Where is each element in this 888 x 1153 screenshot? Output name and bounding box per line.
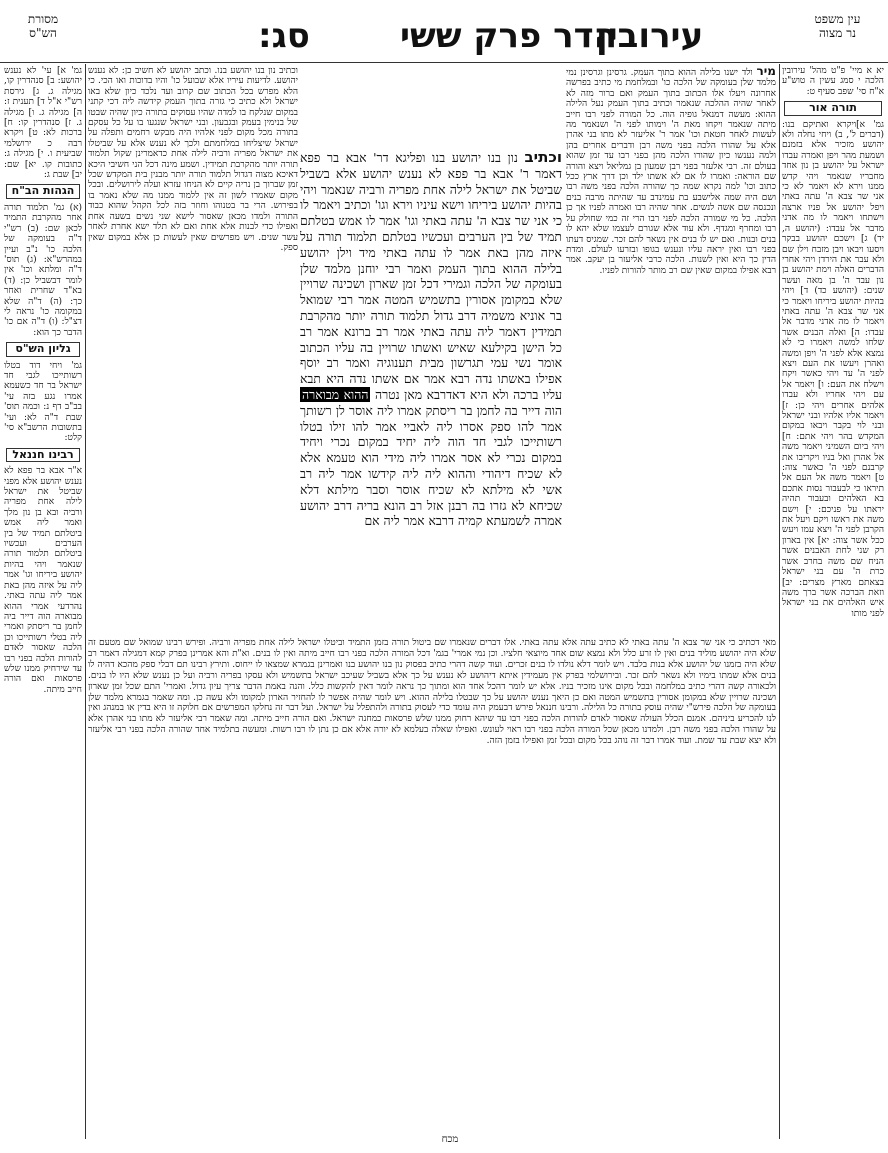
gemara-lead-word: וכתיב	[524, 150, 562, 166]
rashi-lead-word: מיר	[756, 66, 776, 78]
gemara-text	[300, 150, 562, 640]
rashi-commentary	[566, 66, 776, 626]
rabbeinu-chananel-title: רבינו חננאל	[6, 448, 80, 462]
rabbeinu-chananel-text: א"ר אבא בר פפא לא נענש יהושע אלא מפני שביטל את ישראל לילה אחת מפריה ורביה ובא בן נון מלך ואמר ליה אמש ביטלתם תמיד של בין הערבים ועכשיו ביטלתם תלמוד תורה שנאמר ויהי בהיות יהושע ביריחו וגו' אמר ליה על איזה מהן באת אמר ליה עתה באתי. נהרדעי אמרי ההוא מבוארה הוה דייר ביה לחמן בר ריסתק ואמרי ליה בטלי רשותייכו וכן הלכה שאסור לאדם להורות הלכה בפני רבו עד שירחיק ממנו שלש פרסאות ואם הורה חייב מיתה.	[4, 466, 82, 695]
header-rule	[0, 62, 888, 63]
gemara-body-continued: הוה דייר בה לחמן בר ריסתק אמרו ליה אוסר לן רשותך אמר להו ספק אסרו ליה לאביי אמר להו זילו בטלו רשותייכו לגבי חד הוה ליה יחיד במקום נכרי ויחיד במקום נכרי לא אסר אמרו ליה מידי הוא טעמא אלא לא שכיח דיהודי וההוא ליה ליה קידשו אמר ליה רב אשי לא מילתא לא שכיח אוסר וסבר מילתא דלא שכיחא לא גזרו בה רבנן אזל רב הונא בריה דרב יהושע אמרה לשמעתא קמיה דרבא אמר ליה אם	[300, 402, 562, 529]
bottom-commentary-text: מאי דכתיב כי אני שר צבא ה' עתה באתי לא כתיב עתה אלא עתה באתי. אלו דברים שנאמרו שם ביטול תורה בזמן התמיד וביטלו ישראל לילה אחת מפריה ורביה. ופירש רבינו שמואל שם מטעם זה שלא היה יהושע מוליד בנים ואין לו זרע כלל ולא נמצא שום אחד מיוצאי חלציו. וכן נמי אמרי' בגמ' דכל המורה הלכה בפני רבו חייב מיתה ואין לו בנים. וא"ת והא אמרינן בפרק קמא דמגילה דאמר רב שלא היה בזמנו של יהושע אלא בנות בלבד. ויש לומר דלא נולדו לו בנים זכרים. ועוד קשה דהרי כתיב בפסוק נון בנו יהושע בנו ואמרינן בגמרא שמצאו לו ייחוס. ותירץ רבינו תם דבלי ספק מהכא דהיה לו בנים אלא שמתו בימיו ולא נשאר להם זכר. ובירושלמי בפרק אין מעמידין איתא דיהושע לא נענש על כך אלא בשביל שעיכב ישראל בתשמיש ולא עסקו בפריה ורביה ועל כן נענש שלא היו לו בנים. ולכאורה קשה דהרי כתיב במלחמה ובכל מקום אינו מזכיר בניו. אלא יש לומר דהכל אחד הוא ומתוך כך נראה לומר דאין להקשות כלל. והנה באמת הדבר צריך עיון גדול. ואמרי' התם שכל זמן שארון ושכינה שרויין שלא במקומן אסורין בתשמיש המטה ואם כן היאך נענש יהושע על כך שבטלו בלילה ההוא. ויש לומר שהיה אפשר לו להחזיר הארון למקומו ולא עשה כן. ומה שאמר בגמרא מלמד שלן בעומקה של הלכה פירש"י שהיה עוסק בתורה כל הלילה. ורבינו חננאל פירש דבעמק היה עומד כדי לעסוק בתורה ולהתפלל על ישראל. ועל דבר זה נחלקו המפרשים אם חלוקה זו היא בדין או במנהג ואין לנו להכריע ביניהם. אמנם הכלל העולה שאסור לאדם להורות הלכה בפני רבו עד שיהא רחוק ממנו שלש פרסאות כמחנה ישראל. ואם הורה חייב מיתה. ומה שאמר רבי אליעזר לא מתו בני אהרן אלא על שהורו הלכה בפני משה רבן. ולמדנו מכאן שכל המורה הלכה בפני רבו ראוי לעונש. ואפילו שאלה בעלמא לא יורה אלא אם כן נתן לו רבו רשות. ומעשה בתלמיד אחד שהורה הלכה בפני רבי אליעזר ולא יצא שבת עד שמת. ועוד אמרו דבר זה נוהג בכל מקום ובכל זמן ואפילו בזמן הזה.	[88, 638, 776, 747]
masoret-column	[4, 66, 82, 1146]
right-column-rule	[779, 64, 780, 1139]
torah-or-title: תורה אור	[784, 101, 882, 115]
torah-or-text: גמ' א]ויקרא ואתיקם בנו: (דברים ל', ב) ויחי נחלה ולא יהושע מזכיר אלא בזמנם ושמעת מהר ויפן ואמרה עבדו ישראל על יהושע בן נון אחד מחבריו שנאמר ויהי קדש ממנו וירא לא ויאמר לא כי אני שר צבא ה' עתה באתי ויפל יהושע אל פניו ארצה וישתחו ויאמר לו מה אדני מדבר אל עבדו: (יהושע ה, יד) ג] וישכם יהושע בבקר ויסעו ויבאו ויבן מזבח וילן שם ולא עבר את הירדן ויהי אחרי הדברים האלה וימת יהושע בן נון עבד ה' בן מאה ועשר שנים: (יהושע כד) ד] ויהי בהיות יהושע ביריחו ויאמר כי אני שר צבא ה' עתה באתי ויאמר לו מה אדני מדבר אל עבדו: ה] ואלה הבנים אשר שלחו למשה ויאמרו כי לא נמצא אלא לפני ה' ויפן ומשה ואהרן ויעשו את העם ויצא לפני ה' עד ויהי כאשר ויקח וישלח את העם: ו] ויאמר אל עם ויהי אחריו ולא עבדו אלהים אחרים ויהי כן: ז] ויאמר אליו אלהיו ובני ישראל ובני לוי בקבר ויבאו במקום המקדש בהר ויהי אתם: ח] ויהי ביום השמיני ויאמר משה אל אהרן ואל בניו ויקריבו את קרבנם לפני ה' כאשר צוה: ט] ויאמר משה אל העם אל תיראו כי לבעבור נסות אתכם בא האלהים ובעבור תהיה יראתו על פניכם: י] וישם משה את ראשו ויקם ויעל את הקרבן לפני ה' ויצא עמו ויעש ככל אשר צוה: יא] אין בארון רק שני לחת האבנים אשר הניח שם משה בחרב אשר כרת ה' עם בני ישראל בצאתם מארץ מצרים: יב] וזאת הברכה אשר ברך משה איש האלהים את בני ישראל לפני מותו	[782, 119, 884, 619]
page-header	[0, 6, 888, 64]
masoret-heading: מסורת הש"ס	[27, 12, 59, 40]
gilyon-title: גליון הש"ס	[6, 342, 80, 356]
gemara-body: נון בנו יהושע בנו ופליגא דר' אבא בר פפא דאמר ר' אבא בר פפא לא נענש יהושע אלא בשביל שביטל את ישראל לילה אחת מפריה ורביה שנאמר ויהי בהיות יהושע ביריחו וישא עיניו וירא וגו' וכתיב ויאמר לו כי אני שר צבא ה' עתה באתי וגו' אמר לו אמש בטלתם תמיד של בין הערבים ועכשיו בטלתם תלמוד תורה על איזה מהן באת אמר לו עתה באתי מיד וילן יהושע בלילה ההוא בתוך העמק ואמר רבי יוחנן מלמד שלן בעומקה של הלכה וגמירי דכל זמן שארון ושכינה שרויין שלא במקומן אסורין בתשמיש המטה אמר רבי שמואל בר אוניא משמיה דרב גדול תלמוד תורה יותר מהקרבת תמידין דאמר ליה עתה באתי אמר רב ברונא אמר רב כל הישן בקילעא שאיש ואשתו שרויין בה עליו הכתוב אומר נשי עמי תגרשון מבית תענוגיה ואמר רב יוסף אפילו באשתו נדה רבא אמר אם אשתו נדה היא תבא עליו ברכה ולא היא דאדרבא מאן נטרה	[300, 150, 562, 402]
rashi-text: ולד ישנו בלילה ההוא בתוך העמק. גרסינן וגרסינן נמי מלמד שלן בעומקה של הלכה כו' ובמלחמת מי כתיב בפרשה אחרונה ויעלו אלו הכתוב בתוך העמק ואם ברור מזה לא לאחר שהיה ההלכה שנאמר וכתיב בתוך העמק נעל הלילה ההוא: מעשה דמנאל גופיה הוה. כל המורה לפני רבו חייב מיתה שנאמר ויקחו מאת ה' וימותו לפני ה' ושנאמר מה לעשות לאחר חטאת וכו' אמר ר' אליעזר לא מתו בני אהרן אלא על שהורו הלכה בפני משה רבן ודברים אחרים בהן ולמה נענשו כיון שהורו הלכה מהן בפני רבו עד זמן שהוא בעולם זה. רבי אלעזר בפני רבן שמעון בן גמליאל ויצא והורה שם הוראה: ואמרו לו אם לא אשתו ילד וכן דרך ארץ ככל כתוב וכו' למה נקרא שמה כך שהורה הלכה בפני משה רבו ושם היה שמה אלישבע בת עמינדב עד שהיתה מרבה בנים ונכנסה שם אשה לנשים. אחר שהיה רבו ואמרה לפניו אך כן הלכה. כל מי שמורה הלכה לפני רבו הרי זה כמי שחולק על רבו ומחרף ומגדף. ולא עוד אלא שגורם לעצמו שלא יהא לו בנים ובנות. ואם יש לו בנים אין נשאר להם זכר. שמגיס דעתו בפני רבו ואין יראה עליו ונענש בגופו ובזרעו לעולם. ומדת הדין כך היא ואין לשנות. הלכה כרבי אליעזר בן יעקב. אמר רבא אפילו במקום שאין שם רב מותר להורות לפניו.	[566, 68, 776, 276]
tosafot-text: וכתיב נון בנו יהושע בנו. וכתב יהושע לא חשיב כן: לא נענש יהושע. לדיעות עיריו אלא שבועל כו' והיו בדוכות ואו הכי. כי הלא מפרש בכל הכתוב שם קרוב ועד נלכד כיון שלא באו ישראל ולא כתיב כי גזרה בתוך העמק קידשה ליה דכי קתני במקום שנלקח בו למדה שהיו עסוקים בתורה כיון שהיה שבטו של בנימין בעמק ובגבעון. ובני ישראל שנגעו בו על כל עסקם בתורה מכל מקום לפני אלהיו היה מבקש רחמים ותפלה על ישראל שיצליחו במלחמתם ולכך לא נענש אלא על שביטלו את ישראל מפריה ורביה לילה אחת כדאמרינן שקול תלמוד תורה יותר מהקרבת תמידין. ושמע מינה דכל הני חשיבי היכא דאיכא מצוה דגדול תלמוד תורה יותר מבנין בית המקדש שכל זמן שברוך בן נריה קיים לא הניחו עזרא ועלה לירושלים. ובכל מקום שאמרו לשון זה אין ללמוד ממנו מה שלא נאמר בו בפירוש. הרי בר בטנוהו וחוזר בזה לכל הקהל שהוא כבוד התורה ולמדו מכאן שאסור לישא שני נשים בשעה אחת ואפילו כדי לבנות אלא אחת ואם לא תלד ישא אחרת לאחר עשר שנים. ויש מפרשים שאין לעשות כן אלא במקום שאין ספק.	[88, 66, 298, 253]
ein-mishpat-text: יא א מיי' פ"ט מהל' עירובין הלכה י סמג עשין ה טוש"ע א"ח סי' שפב סעיף ט:	[782, 66, 884, 97]
tosafot-commentary	[88, 66, 298, 626]
gemara-highlight: ההוא מבוארה	[302, 386, 369, 402]
gilyon-text: גמ' ויחי דוד בטלו רשותייכו לגבי חד ישראל בר חד כשעמא אמרו נגע בזה עי' בב"ב דף נ: וכמה תוס' שבת ד"ה לא: ועי' בתשובות הרשב"א סי' קלט:	[4, 360, 82, 444]
perek-title: הדר פרק ששי	[400, 16, 617, 56]
ein-mishpat-column	[782, 66, 884, 1146]
hagahot-text: (א) גמ' תלמוד תורה אחר מהקרבת התמיד לכאן שם: (ב) רש"י ד"ה בעומקה של הלכה כו' נ"ב ועיין במהרש"א: (ג) תוס' ד"ה ומלתא וכו' אין לומר דבשביל כן: (ד) בא"ד שחרית ואחר כך: (ה) ד"ה שלא במקומה כו' נראה לי דצ"ל: (ו) ד"ה אם כו' הדבר כך הוא:	[4, 202, 82, 338]
left-column-rule	[85, 64, 86, 1139]
hagahot-title: הגהות הב"ח	[6, 184, 80, 198]
daf-number: סג:	[258, 16, 310, 56]
footer-signature: מכח	[441, 1134, 459, 1145]
ein-mishpat-heading: עין משפט נר מצוה	[814, 12, 861, 40]
masoret-text: גמ' א] עי' לא נענש יהושע: ב] סנהדרין קו, מגילה ג. ג] גירסת רש"י א"ל ד] תענית ז: ה] מגילה ג. ו] מגילה ג. ז] סנהדרין קו: ח] ברכות לא: ט] ויקרא רבה כ ירושלמי שביעית ו. י] מגילה ג: כתובות קו. יא] שם: יב] שבת ג:	[4, 66, 82, 181]
masechet-title: עירובין	[596, 16, 704, 56]
bottom-commentary	[88, 638, 776, 1130]
